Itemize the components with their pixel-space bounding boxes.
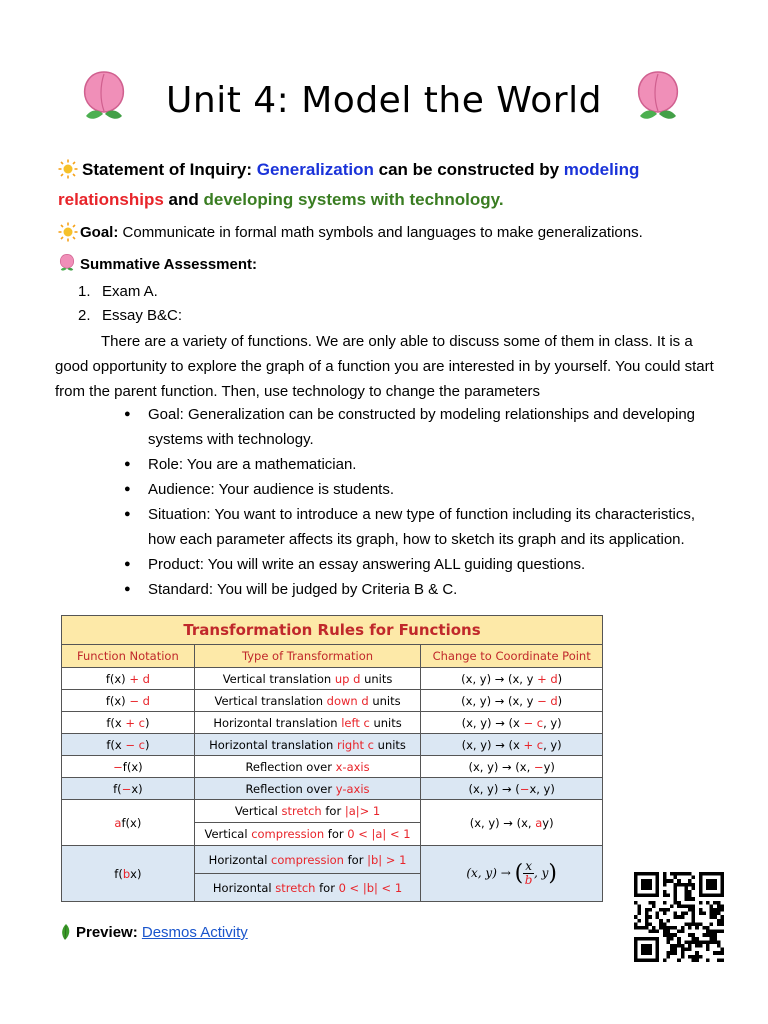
goal-line [58, 224, 643, 241]
table-row: Horizontal stretch for 0 < |b| < 1 [62, 874, 603, 902]
table-row: f(x − c) Horizontal translation right c units (x, y) → (x + c, y) [62, 734, 603, 756]
transformation-table [61, 615, 603, 902]
table-row: f(x) − d Vertical translation down d units (x, y) → (x, y − d) [62, 690, 603, 712]
statement-of-inquiry [58, 155, 738, 215]
inquiry-word-generalization: Generalization [256, 160, 374, 179]
bullet-item: ● Standard: You will be judged by Criteria B & C. [124, 577, 724, 602]
title-row [0, 58, 768, 148]
paragraph-text: There are a variety of functions. We are only able to discuss some of them in class. It is a good opportunity to explore the graph of a function you are interested in by yourself. You could start from the parent function. Then, use technology to change the parameters [55, 333, 714, 400]
preview-line [60, 924, 248, 941]
table-row: f(bx) Horizontal compression for |b| > 1 (x, y) → ( $\frac{x}{b}$ , y) [62, 846, 603, 874]
table-header: Function Notation [62, 645, 195, 668]
list-text: Essay B&C: [102, 307, 183, 324]
summative-label: Summative Assessment: [80, 256, 258, 273]
list-item [78, 280, 182, 304]
table-header: Type of Transformation [194, 645, 421, 668]
inquiry-text: can be constructed by [378, 160, 560, 179]
bullet-item: ● Product: You will write an essay answering ALL guiding questions. [124, 552, 724, 577]
goal-label: Goal: [80, 224, 119, 241]
desmos-activity-link[interactable]: Desmos Activity [141, 924, 248, 941]
leaf-icon [60, 923, 72, 941]
table-caption: Transformation Rules for Functions [62, 616, 603, 645]
qr-code-icon[interactable] [634, 872, 724, 962]
table-row: −f(x) Reflection over x-axis (x, y) → (x, −y) [62, 756, 603, 778]
bullet-item: ● Audience: Your audience is students. [124, 477, 724, 502]
summative-heading [58, 256, 257, 273]
table-header: Change to Coordinate Point [421, 645, 603, 668]
assessment-list [78, 280, 182, 328]
sun-icon [58, 222, 78, 242]
inquiry-word-modeling: modeling [563, 160, 640, 179]
table-row: f(−x) Reflection over y-axis (x, y) → (−x, y) [62, 778, 603, 800]
inquiry-word-relationships: relationships [58, 190, 164, 209]
list-num: 1. [78, 283, 91, 300]
inquiry-word-developing: developing systems with technology. [203, 190, 504, 209]
sun-icon [58, 159, 78, 179]
table-row: af(x) Vertical stretch for |a|> 1 (x, y) → (x, ay) [62, 800, 603, 823]
table-row: f(x + c) Horizontal translation left c units (x, y) → (x − c, y) [62, 712, 603, 734]
table-row: Vertical compression for 0 < |a| < 1 [62, 823, 603, 846]
bullet-item: ● Goal: Generalization can be constructed by modeling relationships and developing systems with technology. [124, 402, 724, 452]
goal-text: Communicate in formal math symbols and languages to make generalizations. [122, 224, 643, 241]
page-title: Unit 4: Model the World [166, 80, 602, 121]
list-num: 2. [78, 307, 91, 324]
peach-icon [632, 64, 684, 124]
bullet-list [124, 402, 724, 602]
inquiry-text-and: and [168, 190, 199, 209]
preview-label: Preview: [76, 924, 138, 941]
bullet-item: ● Situation: You want to introduce a new type of function including its characteristics, how each parameter affects its graph, how to sketch its graph and its application. [124, 502, 724, 552]
peach-icon [58, 251, 76, 273]
list-item [78, 304, 182, 328]
bullet-item: ● Role: You are a mathematician. [124, 452, 724, 477]
essay-paragraph [55, 329, 720, 404]
table-row: f(x) + d Vertical translation up d units (x, y) → (x, y + d) [62, 668, 603, 690]
inquiry-label: Statement of Inquiry: [82, 160, 253, 179]
list-text: Exam A. [102, 283, 158, 300]
